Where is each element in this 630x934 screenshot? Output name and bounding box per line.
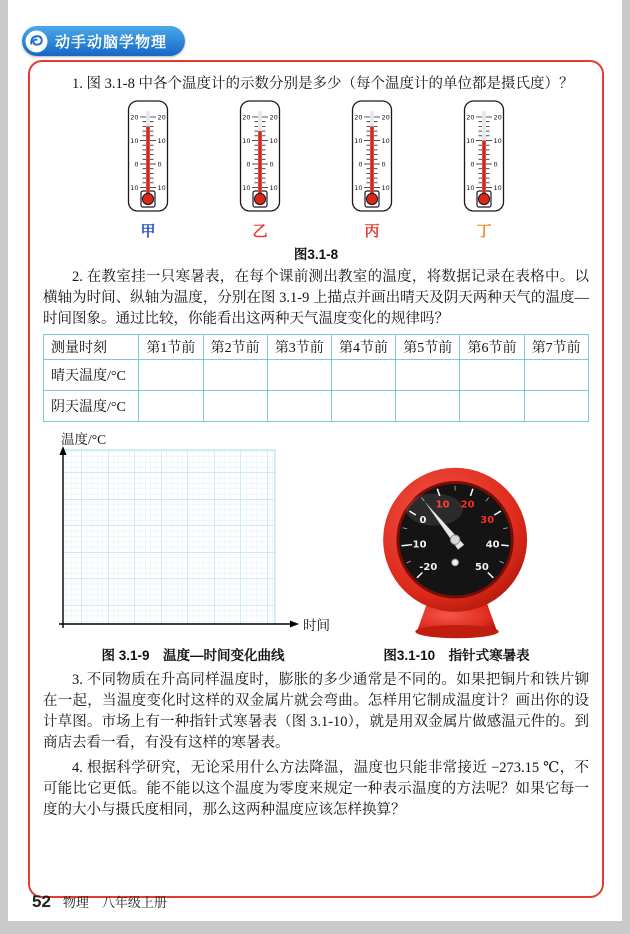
svg-text:10: 10 bbox=[242, 183, 251, 192]
thermometer-label: 丁 bbox=[476, 223, 492, 240]
svg-text:20: 20 bbox=[381, 113, 390, 122]
page-footer bbox=[32, 892, 167, 912]
blank-grid-chart bbox=[47, 430, 339, 642]
svg-text:0: 0 bbox=[358, 160, 363, 169]
svg-text:10: 10 bbox=[354, 136, 363, 145]
table-row-cloudy bbox=[44, 391, 589, 422]
svg-text:20: 20 bbox=[460, 499, 475, 511]
thermometer-label: 甲 bbox=[140, 223, 156, 240]
table-row-sunny bbox=[44, 360, 589, 391]
svg-text:50: 50 bbox=[474, 561, 489, 573]
svg-text:10: 10 bbox=[130, 136, 139, 145]
table-row-label: 晴天温度/°C bbox=[44, 360, 139, 391]
svg-text:10: 10 bbox=[435, 499, 450, 511]
svg-text:30: 30 bbox=[479, 514, 494, 526]
table-header-cell: 第3节前 bbox=[267, 335, 331, 360]
svg-text:20: 20 bbox=[130, 113, 139, 122]
svg-text:0: 0 bbox=[134, 160, 139, 169]
table-empty-cell bbox=[524, 391, 588, 422]
table-empty-cell bbox=[396, 360, 460, 391]
figure-3-1-10 bbox=[344, 464, 569, 666]
textbook-page bbox=[8, 0, 622, 921]
svg-text:40: 40 bbox=[485, 539, 500, 551]
table-row-label: 阴天温度/°C bbox=[44, 391, 139, 422]
table-header-cell: 第7节前 bbox=[524, 335, 588, 360]
svg-text:0: 0 bbox=[157, 160, 162, 169]
table-empty-cell bbox=[267, 391, 331, 422]
footer-book-title: 物理 八年级上册 bbox=[62, 895, 167, 910]
chart-x-axis-label: 时间 bbox=[303, 618, 330, 633]
badge-logo-icon bbox=[25, 30, 48, 53]
svg-text:0: 0 bbox=[419, 514, 426, 526]
temperature-table bbox=[43, 334, 589, 422]
question-2-text: 2. 在教室挂一只寒暑表，在每个课前测出教室的温度，将数据记录在表格中。以横轴为时间、纵轴为温度，分别在图 3.1-9 上描点并画出晴天及阴天两种天气的温度—时间图象。通过比较，你能看出这两种天气温度变化的规律吗？ bbox=[43, 269, 589, 327]
table-empty-cell bbox=[460, 391, 524, 422]
thermometer-figure bbox=[461, 99, 507, 241]
figure-3-1-9 bbox=[43, 430, 343, 666]
question-1-text: 1. 图 3.1-8 中各个温度计的示数分别是多少（每个温度计的单位都是摄氏度）？ bbox=[72, 76, 574, 92]
chart-grid bbox=[55, 446, 303, 642]
table-empty-cell bbox=[396, 391, 460, 422]
table-empty-cell bbox=[203, 360, 267, 391]
svg-text:20: 20 bbox=[354, 113, 363, 122]
svg-text:0: 0 bbox=[470, 160, 475, 169]
thermometer-label: 丙 bbox=[364, 223, 380, 240]
svg-text:10: 10 bbox=[157, 136, 166, 145]
figure-3-1-8-thermometers bbox=[43, 99, 589, 241]
section-badge bbox=[22, 26, 185, 56]
table-empty-cell bbox=[332, 360, 396, 391]
question-3-text: 3. 不同物质在升高同样温度时，膨胀的多少通常是不同的。如果把铜片和铁片铆在一起，当温度变化时这样的双金属片就会弯曲。怎样用它制成温度计？画出你的设计草图。市场上有一种指针式寒暑表（图 3.1-10），就是用双金属片做感温元件的。到商店去看一看，有没有这样的寒暑表。 bbox=[43, 672, 589, 751]
figure-3-1-8-caption: 图3.1-8 bbox=[293, 247, 339, 262]
thermometer-figure bbox=[125, 99, 171, 241]
svg-text:20: 20 bbox=[269, 113, 278, 122]
table-header-cell: 第5节前 bbox=[396, 335, 460, 360]
table-empty-cell bbox=[203, 391, 267, 422]
svg-text:10: 10 bbox=[130, 183, 139, 192]
thermometer-figure bbox=[349, 99, 395, 241]
table-header-cell: 第4节前 bbox=[332, 335, 396, 360]
svg-text:0: 0 bbox=[269, 160, 274, 169]
table-empty-cell bbox=[332, 391, 396, 422]
svg-text:20: 20 bbox=[157, 113, 166, 122]
svg-text:20: 20 bbox=[242, 113, 251, 122]
figures-row bbox=[43, 430, 589, 666]
table-empty-cell bbox=[139, 360, 203, 391]
table-empty-cell bbox=[460, 360, 524, 391]
table-empty-cell bbox=[267, 360, 331, 391]
svg-text:10: 10 bbox=[157, 183, 166, 192]
table-empty-cell bbox=[524, 360, 588, 391]
table-header-cell: 第2节前 bbox=[203, 335, 267, 360]
table-header-row bbox=[44, 335, 589, 360]
svg-text:10: 10 bbox=[493, 183, 502, 192]
svg-text:10: 10 bbox=[381, 136, 390, 145]
svg-text:10: 10 bbox=[269, 136, 278, 145]
table-empty-cell bbox=[139, 391, 203, 422]
svg-text:20: 20 bbox=[466, 113, 475, 122]
table-header-cell: 第6节前 bbox=[460, 335, 524, 360]
svg-text:20: 20 bbox=[493, 113, 502, 122]
page-number: 52 bbox=[32, 892, 51, 911]
svg-text:-10: -10 bbox=[408, 539, 427, 551]
content-frame bbox=[28, 60, 604, 898]
svg-text:0: 0 bbox=[381, 160, 386, 169]
svg-text:0: 0 bbox=[246, 160, 251, 169]
figure-3-1-9-caption: 图 3.1-9 温度—时间变化曲线 bbox=[101, 648, 285, 663]
svg-text:10: 10 bbox=[354, 183, 363, 192]
svg-text:10: 10 bbox=[381, 183, 390, 192]
svg-text:10: 10 bbox=[269, 183, 278, 192]
thermometer-figure bbox=[237, 99, 283, 241]
svg-text:10: 10 bbox=[242, 136, 251, 145]
thermometer-label: 乙 bbox=[252, 223, 268, 240]
svg-text:0: 0 bbox=[493, 160, 498, 169]
svg-text:-20: -20 bbox=[418, 561, 437, 573]
section-badge-label: 动手动脑学物理 bbox=[55, 33, 168, 51]
svg-text:10: 10 bbox=[466, 183, 475, 192]
table-header-cell: 第1节前 bbox=[139, 335, 203, 360]
svg-text:10: 10 bbox=[493, 136, 502, 145]
svg-text:10: 10 bbox=[466, 136, 475, 145]
question-4-text: 4. 根据科学研究，无论采用什么方法降温，温度也只能非常接近 −273.15 ℃，不可能比它更低。能不能以这个温度为零度来规定一种表示温度的方法呢？如果它每一度的大小与摄氏度相同，那么这两种温度应该怎样换算？ bbox=[43, 760, 589, 818]
chart-y-axis-label: 温度/°C bbox=[61, 432, 107, 447]
figure-3-1-10-caption: 图3.1-10 指针式寒暑表 bbox=[383, 648, 530, 663]
dial-thermometer-image bbox=[377, 464, 537, 642]
table-header-cell: 测量时刻 bbox=[44, 335, 139, 360]
